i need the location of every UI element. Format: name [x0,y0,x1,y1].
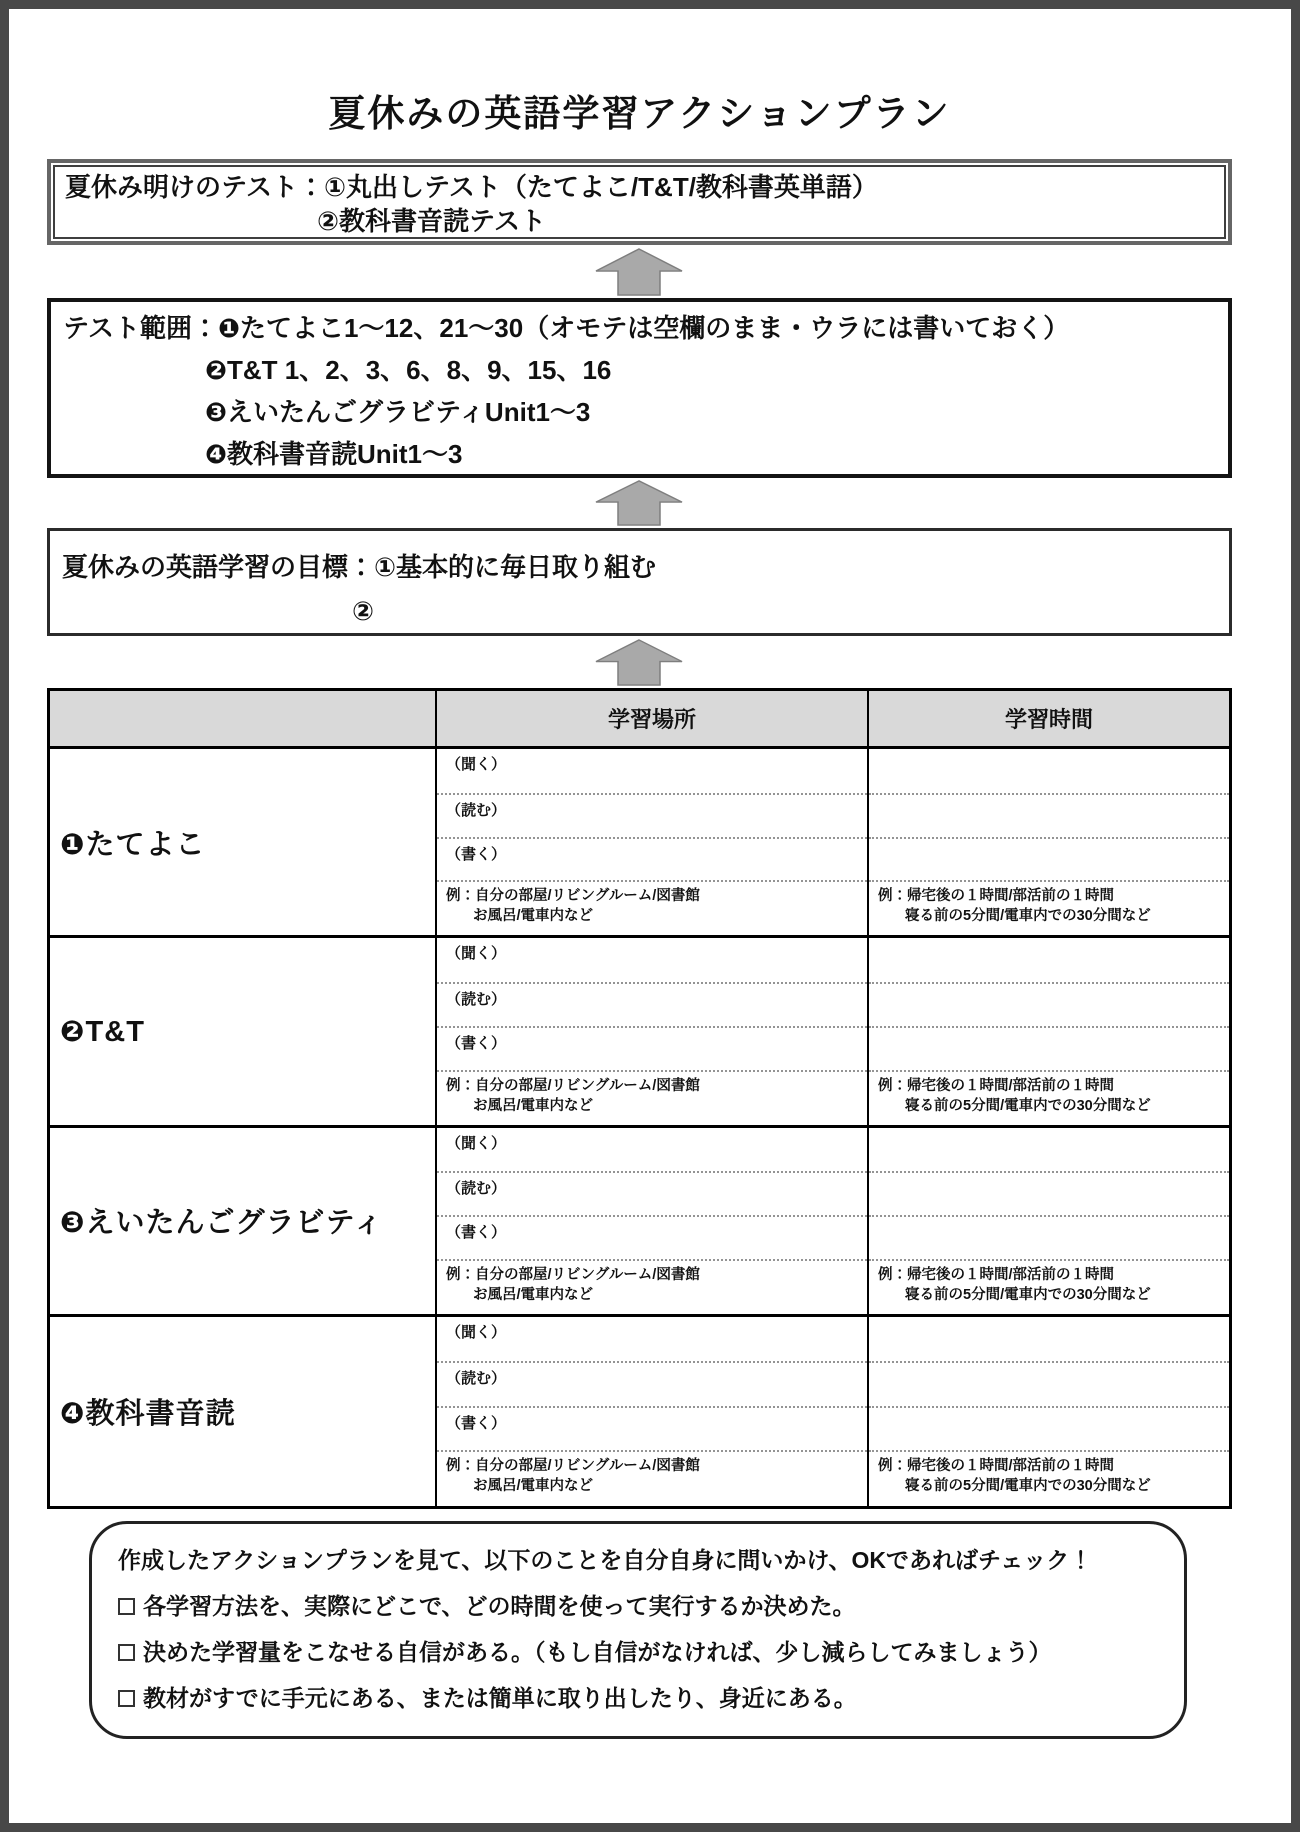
test-range-line2: ❷T&T 1、2、3、6、8、9、15、16 [205,355,612,385]
skill-row-write: （書く） [437,1026,867,1070]
time-row-empty [869,938,1229,982]
checklist-item: 決めた学習量をこなせる自信がある。（もし自信がなければ、少し減らしてみましょう） [118,1629,1158,1675]
checklist-intro: 作成したアクションプランを見て、以下のことを自分自身に問いかけ、OKであればチェック！ [118,1547,1093,1573]
skill-row-listen: （聞く） [446,756,507,773]
time-row-empty [869,1406,1229,1451]
study-plan-table [47,688,1232,1509]
up-arrow-icon [594,248,684,296]
up-arrow-icon [594,480,684,526]
checklist-item: 教材がすでに手元にある、または簡単に取り出したり、身近にある。 [118,1675,1158,1721]
time-row-empty [869,1317,1229,1362]
time-row-empty [869,837,1229,881]
goal-line2: ② [352,596,375,626]
test-announcement-box [47,159,1232,245]
place-example: 例：自分の部屋/リビングルーム/図書館 お風呂/電車内など [437,1259,867,1314]
section-label-tateyoko: ❶たてよこ [50,749,435,938]
time-cell [867,1128,1229,1317]
section-label-tandt: ❷T&T [50,938,435,1127]
self-check-box [89,1521,1187,1739]
checklist-item: 各学習方法を、実際にどこで、どの時間を使って実行するか決めた。 [118,1583,1158,1629]
time-row-empty [869,1128,1229,1172]
time-row-empty [869,982,1229,1026]
place-cell [435,1128,867,1317]
checkbox-icon[interactable] [118,1690,135,1707]
skill-row-listen: （聞く） [446,1134,507,1152]
time-cell [867,938,1229,1127]
test-range-line3: ❸えいたんごグラビティUnit1～3 [205,397,591,427]
goal-line1: 夏休みの英語学習の目標：①基本的に毎日取り組む [62,552,657,582]
skill-row-write: （書く） [437,1406,867,1451]
skill-row-read: （読む） [437,1171,867,1215]
test-range-line1: テスト範囲：❶たてよこ1～12、21～30（オモテは空欄のまま・ウラには書いておく） [63,313,1070,343]
checkbox-icon[interactable] [118,1644,135,1661]
skill-row-write: （書く） [437,837,867,881]
place-cell [435,749,867,938]
test-announcement-content [53,165,1226,239]
skill-row-read: （読む） [437,1361,867,1406]
time-example: 例：帰宅後の１時間/部活前の１時間 寝る前の5分間/電車内での30分間など [869,1070,1229,1125]
time-row-empty [869,1361,1229,1406]
time-row-empty [869,749,1229,793]
place-example: 例：自分の部屋/リビングルーム/図書館 お風呂/電車内など [437,1070,867,1125]
skill-row-read: （読む） [437,982,867,1026]
page-title: 夏休みの英語学習アクションプラン [328,93,951,134]
header-cell-material [50,691,435,749]
time-example: 例：帰宅後の１時間/部活前の１時間 寝る前の5分間/電車内での30分間など [869,1450,1229,1506]
skill-row-listen: （聞く） [446,945,507,963]
place-cell [435,1317,867,1506]
header-cell-time: 学習時間 [867,691,1229,749]
checkbox-icon[interactable] [118,1598,135,1615]
skill-row-write: （書く） [437,1215,867,1259]
time-cell [867,1317,1229,1506]
section-label-kyokasho-ondoku: ❹教科書音読 [60,1397,236,1430]
place-cell [435,938,867,1127]
time-row-empty [869,1215,1229,1259]
test-range-line4: ❹教科書音読Unit1～3 [205,439,463,469]
goal-box [47,528,1232,636]
time-row-empty [869,793,1229,837]
test-range-box [47,298,1232,478]
header-cell-place: 学習場所 [435,691,867,749]
time-example: 例：帰宅後の１時間/部活前の１時間 寝る前の5分間/電車内での30分間など [869,1259,1229,1314]
test-announcement-line1: 夏休み明けのテスト：①丸出しテスト（たてよこ/T&T/教科書英単語） [65,172,878,202]
time-row-empty [869,1171,1229,1215]
place-example: 例：自分の部屋/リビングルーム/図書館 お風呂/電車内など [437,880,867,935]
section-label-eitango-gravity: ❸えいたんごグラビティ [50,1128,435,1317]
up-arrow-icon [594,639,684,686]
skill-row-read: （読む） [437,793,867,837]
skill-row-listen: （聞く） [446,1323,507,1341]
time-row-empty [869,1026,1229,1070]
time-example: 例：帰宅後の１時間/部活前の１時間 寝る前の5分間/電車内での30分間など [869,880,1229,935]
place-example: 例：自分の部屋/リビングルーム/図書館 お風呂/電車内など [437,1450,867,1506]
time-cell [867,749,1229,938]
test-announcement-line2: ②教科書音読テスト [317,206,546,236]
